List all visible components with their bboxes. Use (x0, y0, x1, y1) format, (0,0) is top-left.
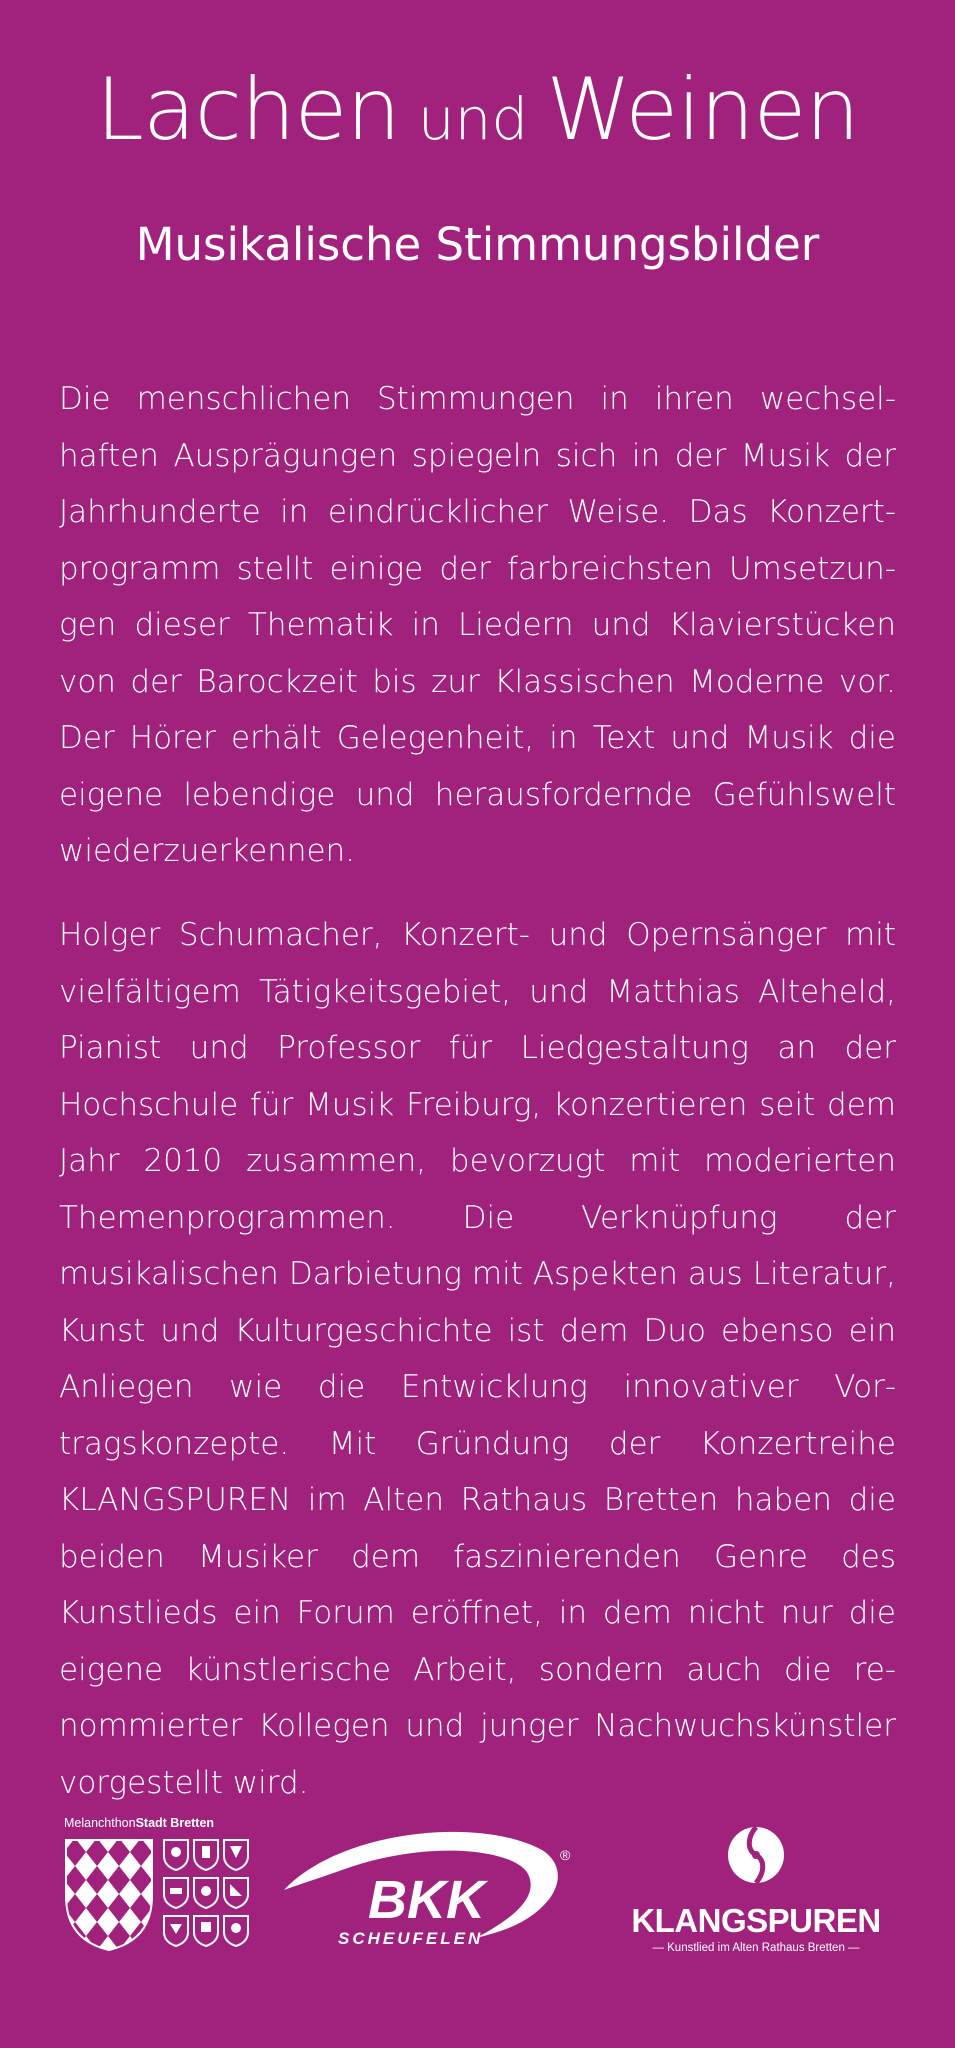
coat-of-arms-icon (64, 1838, 254, 1958)
bkk-scheufelen-logo (280, 1820, 580, 1954)
artists-paragraph: Holger Schumacher, Konzert- und Opernsänger mit vielfältigem Tätigkeitsgebiet, und Matthias Alteheld, Pianist und Professor für Liedgestaltung an der Hochschule für Musik Freiburg, konzertieren seit dem Jahr 2010 zusammen, bevorzugt mit moderierten Themenprogrammen. Die Verknüpfung der musikalischen Darbietung mit Aspekten aus Literatur, Kunst und Kulturgeschichte ist dem Duo ebenso ein Anliegen wie die Entwicklung innovativer Vortragskonzepte. Mit Gründung der Konzertreihe KLANGSPUREN im Alten Rathaus Bretten haben die beiden Musiker dem faszinierenden Genre des Kunstlieds ein Forum eröffnet, in dem nicht nur die eigene künstlerische Arbeit, sondern auch die renommierter Kollegen und junger Nachwuchskünstler vorgestellt wird. (59, 917, 896, 1801)
stadt-bretten-label: MelanchthonStadt Bretten (64, 1816, 215, 1830)
bkk-main-text: BKK (368, 1870, 485, 1930)
klangspuren-tagline: — Kunstlied im Alten Rathaus Bretten — (652, 1942, 860, 1954)
registered-mark: ® (560, 1847, 571, 1863)
title-word-weinen: Weinen (546, 60, 859, 160)
bkk-swoosh-icon (280, 1820, 580, 1950)
title-word-lachen: Lachen (96, 60, 400, 160)
bkk-sub-text: SCHEUFELEN (338, 1929, 484, 1948)
stadt-bretten-logo (64, 1816, 214, 1830)
page-title (0, 60, 955, 160)
klangspuren-name: KLANGSPUREN (631, 1902, 881, 1939)
sponsor-logos (0, 1800, 955, 1960)
page-subtitle: Musikalische Stimmungsbilder (135, 218, 820, 271)
title-word-und: und (417, 85, 529, 153)
klangspuren-emblem-icon (721, 1820, 791, 1890)
intro-paragraph: Die menschlichen Stimmungen in ihren wechselhaften Ausprägungen spiegeln sich in der Musik der Jahrhunderte in eindrücklicher Weise. Das Konzertprogramm stellt einige der farbreichsten Umsetzungen dieser Thematik in Liedern und Klavierstücken von der Barockzeit bis zur Klassischen Moderne vor. Der Hörer erhält Gelegenheit, in Text und Musik die eigene lebendige und herausfordernde Gefühlswelt wiederzuerkennen. (59, 381, 896, 869)
klangspuren-logo (617, 1820, 895, 1954)
